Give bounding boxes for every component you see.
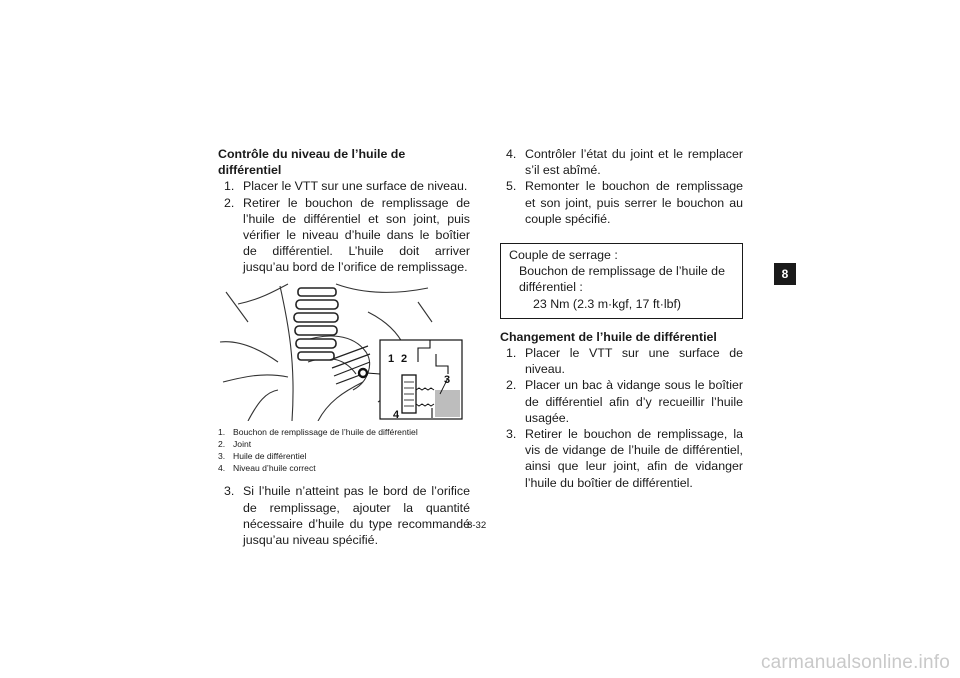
differential-figure	[218, 282, 468, 421]
filler-plug-marker	[359, 369, 367, 377]
marker-leader	[367, 373, 380, 374]
step-text: Remonter le bouchon de remplissage et son joint, puis serrer le bouchon au couple spécifié.	[525, 179, 743, 226]
step-number: 3.	[224, 484, 235, 499]
step-text: Placer le VTT sur une surface de niveau.	[525, 346, 743, 377]
step-text: Retirer le bouchon de remplissage, la vis de vidange de l’huile de différentiel, ainsi que leur joint, afin de vidanger l’huile du boîtier de différentiel.	[525, 427, 743, 490]
callout-2: 2	[401, 352, 408, 365]
left-column	[218, 146, 470, 548]
step-number: 2.	[224, 195, 235, 210]
spec-value: 23 Nm (2.3 m·kgf, 17 ft·lbf)	[533, 296, 682, 311]
caption-text: Huile de différentiel	[233, 451, 307, 462]
callout-4: 4	[393, 408, 400, 421]
step-text: Si l’huile n’atteint pas le bord de l’orifice de remplissage, ajouter la quantité nécessaire d’huile du type recommandé jusqu’au niveau spécifié.	[243, 484, 470, 548]
step-number: 2.	[506, 378, 517, 393]
step-number: 3.	[506, 427, 517, 442]
step-text: Retirer le bouchon de remplissage de l’huile de différentiel et son joint, puis vérifier le niveau d’huile dans le boîtier de différentiel. L’huile doit arriver jusqu’au bord de l’orifice de remplissage.	[243, 195, 470, 275]
change-step-1	[500, 345, 743, 377]
step-number: 1.	[506, 346, 517, 361]
step-number: 4.	[506, 147, 517, 161]
caption-item	[218, 438, 470, 450]
step-1	[218, 178, 470, 194]
change-step-3	[500, 426, 743, 491]
caption-item	[218, 462, 470, 474]
callout-1: 1	[388, 352, 395, 365]
step-5	[500, 178, 743, 227]
right-column	[500, 146, 743, 491]
step-number: 1.	[224, 179, 235, 194]
step-3	[218, 483, 470, 548]
change-step-2	[500, 377, 743, 426]
step-2	[218, 195, 470, 276]
differential-illustration	[218, 282, 468, 421]
caption-text: Niveau d’huile correct	[233, 463, 316, 474]
caption-text: Bouchon de remplissage de l’huile de différentiel	[233, 426, 418, 437]
housing-ribs	[330, 346, 370, 384]
step-4	[500, 146, 743, 178]
caption-number: 4.	[218, 463, 226, 474]
spec-item: Bouchon de remplissage de l’huile de différentiel :	[519, 264, 725, 295]
caption-text: Joint	[233, 438, 252, 449]
caption-number: 3.	[218, 451, 226, 462]
torque-spec-box	[500, 243, 743, 319]
inset-detail	[380, 340, 462, 421]
step-text: Placer un bac à vidange sous le boîtier de différentiel afin d’y recueillir l’huile usagée.	[525, 378, 743, 425]
spring-coils	[294, 288, 338, 360]
figure-captions	[218, 426, 470, 475]
spec-title: Couple de serrage :	[509, 248, 618, 263]
callout-3: 3	[444, 373, 451, 386]
step-text: Contrôler l’état du joint et le remplacer s’il est abîmé.	[525, 147, 743, 178]
caption-item	[218, 450, 470, 462]
caption-number: 1.	[218, 426, 226, 437]
section-heading-change: Changement de l’huile de différentiel	[500, 329, 717, 344]
chapter-tab: 8	[774, 263, 796, 285]
section-heading-check: Contrôle du niveau de l’huile de différentiel	[218, 147, 406, 178]
caption-item	[218, 426, 470, 438]
watermark-text: carmanualsonline.info	[760, 652, 950, 673]
page-number: 8-32	[467, 520, 487, 531]
step-number: 5.	[506, 179, 517, 194]
step-text: Placer le VTT sur une surface de niveau.	[243, 179, 468, 194]
caption-number: 2.	[218, 438, 226, 449]
